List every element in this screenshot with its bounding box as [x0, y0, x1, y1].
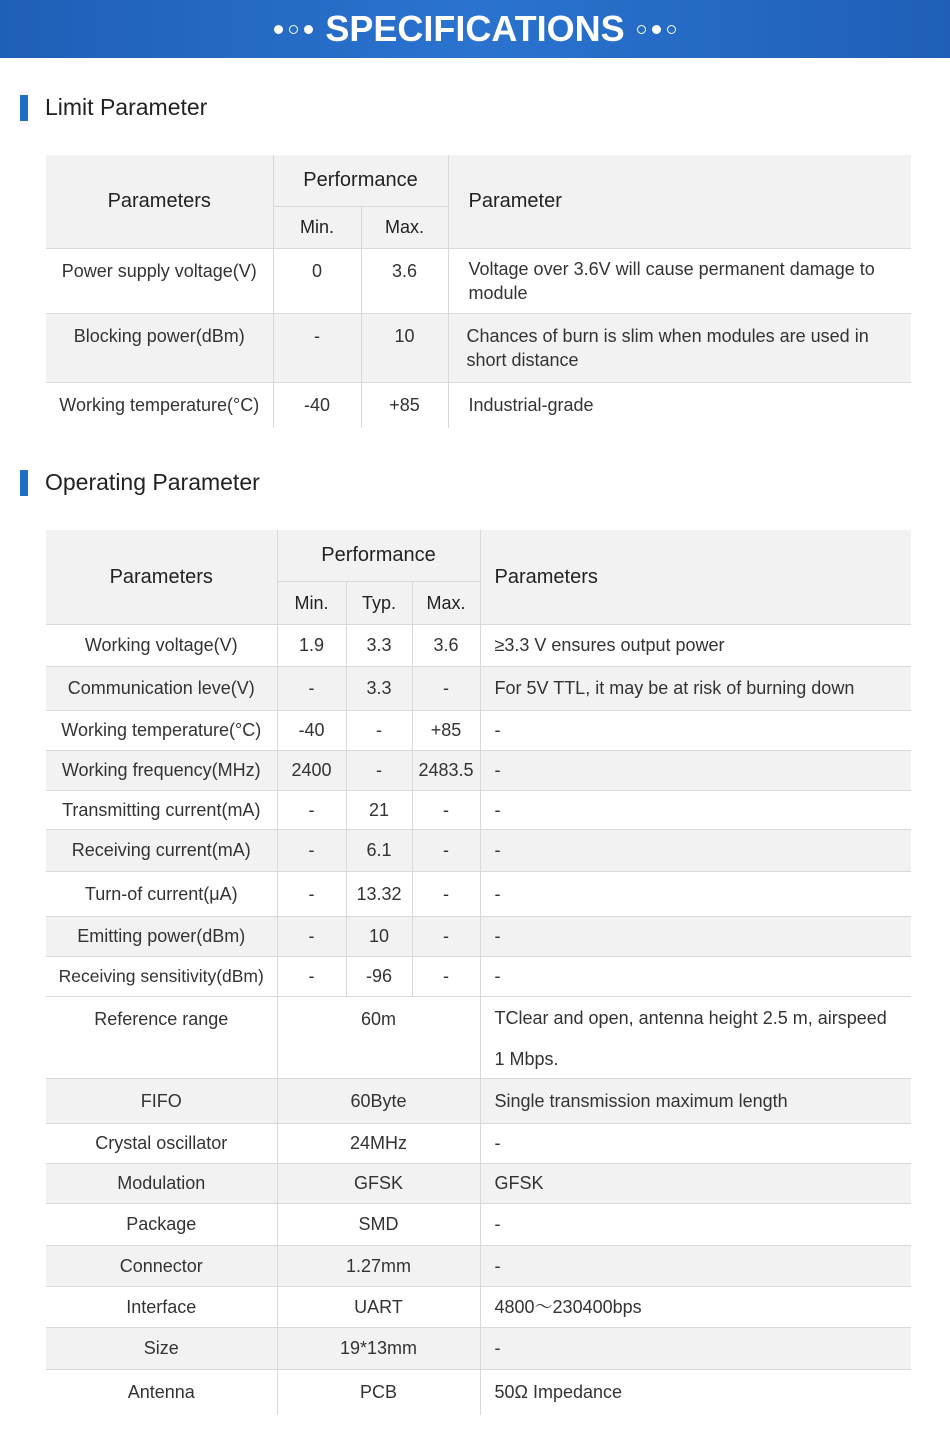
- row-name: Blocking power(dBm): [46, 313, 273, 382]
- row-name: Reference range: [46, 996, 277, 1078]
- row-note: -: [480, 750, 911, 790]
- row-name: FIFO: [46, 1078, 277, 1123]
- row-name: Turn-of current(μA): [46, 871, 277, 916]
- table-row: [46, 1078, 911, 1123]
- header-parameters: Parameters: [46, 530, 277, 624]
- table-row: [46, 1286, 911, 1327]
- row-note: -: [480, 916, 911, 956]
- table-row: [46, 956, 911, 996]
- row-max: +85: [412, 710, 480, 750]
- limit-parameter-table: [46, 155, 911, 428]
- row-max: -: [412, 956, 480, 996]
- row-note: -: [480, 829, 911, 871]
- row-max: 3.6: [412, 624, 480, 666]
- row-name: Working frequency(MHz): [46, 750, 277, 790]
- row-min: -: [277, 790, 346, 829]
- row-note: -: [480, 710, 911, 750]
- row-value: 60Byte: [277, 1078, 480, 1123]
- heading-accent-bar: [20, 95, 28, 121]
- row-note: -: [480, 1327, 911, 1369]
- row-note: -: [480, 1245, 911, 1286]
- row-value: SMD: [277, 1203, 480, 1245]
- row-typ: 3.3: [346, 624, 412, 666]
- header-max: Max.: [412, 581, 480, 624]
- row-value: 19*13mm: [277, 1327, 480, 1369]
- row-name: Working temperature(°C): [46, 382, 273, 428]
- operating-parameter-table: [46, 530, 911, 1415]
- row-note: For 5V TTL, it may be at risk of burning down: [480, 666, 911, 710]
- table-row: [46, 382, 911, 428]
- row-name: Antenna: [46, 1369, 277, 1415]
- row-min: -: [277, 871, 346, 916]
- row-note: -: [480, 956, 911, 996]
- row-note: -: [480, 790, 911, 829]
- table-row: [46, 1327, 911, 1369]
- table-row: [46, 1163, 911, 1203]
- row-max: -: [412, 666, 480, 710]
- row-name: Modulation: [46, 1163, 277, 1203]
- decorative-dots-left: [274, 25, 313, 34]
- row-min: -: [273, 313, 361, 382]
- row-note-line-2: 1 Mbps.: [494, 1048, 559, 1069]
- banner-title: SPECIFICATIONS: [325, 8, 625, 49]
- row-name: Working temperature(°C): [46, 710, 277, 750]
- row-note: 50Ω Impedance: [480, 1369, 911, 1415]
- decorative-dots-right: [637, 25, 676, 34]
- row-max: 2483.5: [412, 750, 480, 790]
- row-note: Industrial-grade: [448, 382, 911, 428]
- row-typ: 6.1: [346, 829, 412, 871]
- table-row: [46, 624, 911, 666]
- row-min: -: [277, 916, 346, 956]
- row-note: 4800～230400bps: [480, 1286, 911, 1327]
- row-min: -40: [273, 382, 361, 428]
- row-value: 24MHz: [277, 1123, 480, 1163]
- heading-accent-bar: [20, 470, 28, 496]
- specifications-banner: [0, 0, 950, 58]
- table-row: [46, 313, 911, 382]
- row-name: Transmitting current(mA): [46, 790, 277, 829]
- limit-parameter-heading: [20, 94, 207, 121]
- row-name: Receiving sensitivity(dBm): [46, 956, 277, 996]
- row-note-line-1: TClear and open, antenna height 2.5 m, airspeed: [494, 1007, 887, 1028]
- row-note: Single transmission maximum length: [480, 1078, 911, 1123]
- table-row: [46, 871, 911, 916]
- row-note: [480, 996, 911, 1078]
- table-row-reference-range: [46, 996, 911, 1078]
- operating-parameter-heading: [20, 469, 260, 496]
- row-note: -: [480, 871, 911, 916]
- row-name: Package: [46, 1203, 277, 1245]
- header-notes: Parameters: [480, 530, 911, 624]
- row-typ: -: [346, 750, 412, 790]
- row-note: Voltage over 3.6V will cause permanent damage to module: [448, 248, 911, 313]
- row-max: -: [412, 871, 480, 916]
- row-max: -: [412, 829, 480, 871]
- table-row: [46, 1203, 911, 1245]
- table-row: [46, 248, 911, 313]
- row-typ: 21: [346, 790, 412, 829]
- row-name: Receiving current(mA): [46, 829, 277, 871]
- row-max: +85: [361, 382, 448, 428]
- table-row: [46, 790, 911, 829]
- header-performance: Performance: [273, 155, 448, 206]
- header-notes: Parameter: [448, 155, 911, 248]
- row-note: ≥3.3 V ensures output power: [480, 624, 911, 666]
- header-max: Max.: [361, 206, 448, 248]
- header-min: Min.: [277, 581, 346, 624]
- table-row: [46, 1369, 911, 1415]
- row-note: -: [480, 1203, 911, 1245]
- row-note: -: [480, 1123, 911, 1163]
- row-typ: -: [346, 710, 412, 750]
- row-typ: 10: [346, 916, 412, 956]
- row-max: 10: [361, 313, 448, 382]
- operating-parameter-title: Operating Parameter: [45, 469, 260, 495]
- row-name: Size: [46, 1327, 277, 1369]
- header-typ: Typ.: [346, 581, 412, 624]
- row-typ: 13.32: [346, 871, 412, 916]
- row-min: 2400: [277, 750, 346, 790]
- row-typ: 3.3: [346, 666, 412, 710]
- table-row: [46, 1123, 911, 1163]
- row-name: Crystal oscillator: [46, 1123, 277, 1163]
- row-note: Chances of burn is slim when modules are used in short distance: [448, 313, 911, 382]
- row-name: Power supply voltage(V): [46, 248, 273, 313]
- row-name: Interface: [46, 1286, 277, 1327]
- table-row: [46, 829, 911, 871]
- row-min: -: [277, 829, 346, 871]
- row-value: PCB: [277, 1369, 480, 1415]
- row-note: GFSK: [480, 1163, 911, 1203]
- row-max: -: [412, 790, 480, 829]
- row-min: -40: [277, 710, 346, 750]
- table-row: [46, 916, 911, 956]
- row-name: Working voltage(V): [46, 624, 277, 666]
- limit-parameter-title: Limit Parameter: [45, 94, 208, 120]
- row-name: Emitting power(dBm): [46, 916, 277, 956]
- header-min: Min.: [273, 206, 361, 248]
- row-max: 3.6: [361, 248, 448, 313]
- header-performance: Performance: [277, 530, 480, 581]
- row-min: -: [277, 956, 346, 996]
- row-typ: -96: [346, 956, 412, 996]
- table-row: [46, 750, 911, 790]
- row-value: 1.27mm: [277, 1245, 480, 1286]
- row-min: -: [277, 666, 346, 710]
- row-max: -: [412, 916, 480, 956]
- table-row: [46, 710, 911, 750]
- row-min: 0: [273, 248, 361, 313]
- table-row: [46, 666, 911, 710]
- row-min: 1.9: [277, 624, 346, 666]
- row-value: UART: [277, 1286, 480, 1327]
- row-name: Communication leve(V): [46, 666, 277, 710]
- header-parameters: Parameters: [46, 155, 273, 248]
- row-name: Connector: [46, 1245, 277, 1286]
- row-value: 60m: [277, 996, 480, 1078]
- row-value: GFSK: [277, 1163, 480, 1203]
- table-row: [46, 1245, 911, 1286]
